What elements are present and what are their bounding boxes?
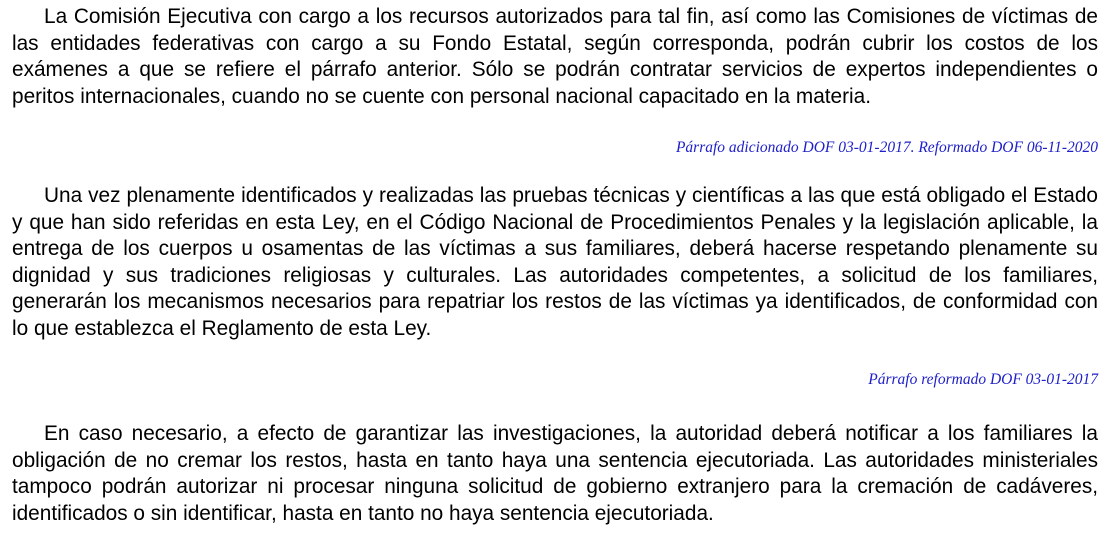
paragraph-1: La Comisión Ejecutiva con cargo a los recursos autorizados para tal fin, así como las Comisiones de víctimas de las entidades federativas con cargo a su Fondo Estatal, según corresponda, podrán cubrir los costos de los exámenes a que se refiere el párrafo anterior. Sólo se podrán contratar servicios de expertos independientes o peritos internacionales, cuando no se cuente con personal nacional capacitado en la materia. [12, 5, 1098, 108]
reform-note-1: Párrafo adicionado DOF 03-01-2017. Reformado DOF 06-11-2020 [675, 139, 1098, 156]
paragraph-3: En caso necesario, a efecto de garantizar las investigaciones, la autoridad deberá notificar a los familiares la obligación de no cremar los restos, hasta en tanto haya una sentencia ejecutoriada. Las autoridades ministeriales tampoco podrán autorizar ni procesar ninguna solicitud de gobierno extranjero para la cremación de cadáveres, identificados o sin identificar, hasta en tanto no haya sentencia ejecutoriada. [12, 422, 1098, 525]
paragraph-2: Una vez plenamente identificados y realizadas las pruebas técnicas y científicas a las que está obligado el Estado y que han sido referidas en esta Ley, en el Código Nacional de Procedimientos Penales y la legislación aplicable, la entrega de los cuerpos u osamentas de las víctimas a sus familiares, deberá hacerse respetando plenamente su dignidad y sus tradiciones religiosas y culturales. Las autoridades competentes, a solicitud de los familiares, generarán los mecanismos necesarios para repatriar los restos de las víctimas ya identificados, de conformidad con lo que establezca el Reglamento de esta Ley. [12, 184, 1098, 340]
reform-note-2: Párrafo reformado DOF 03-01-2017 [868, 371, 1098, 388]
